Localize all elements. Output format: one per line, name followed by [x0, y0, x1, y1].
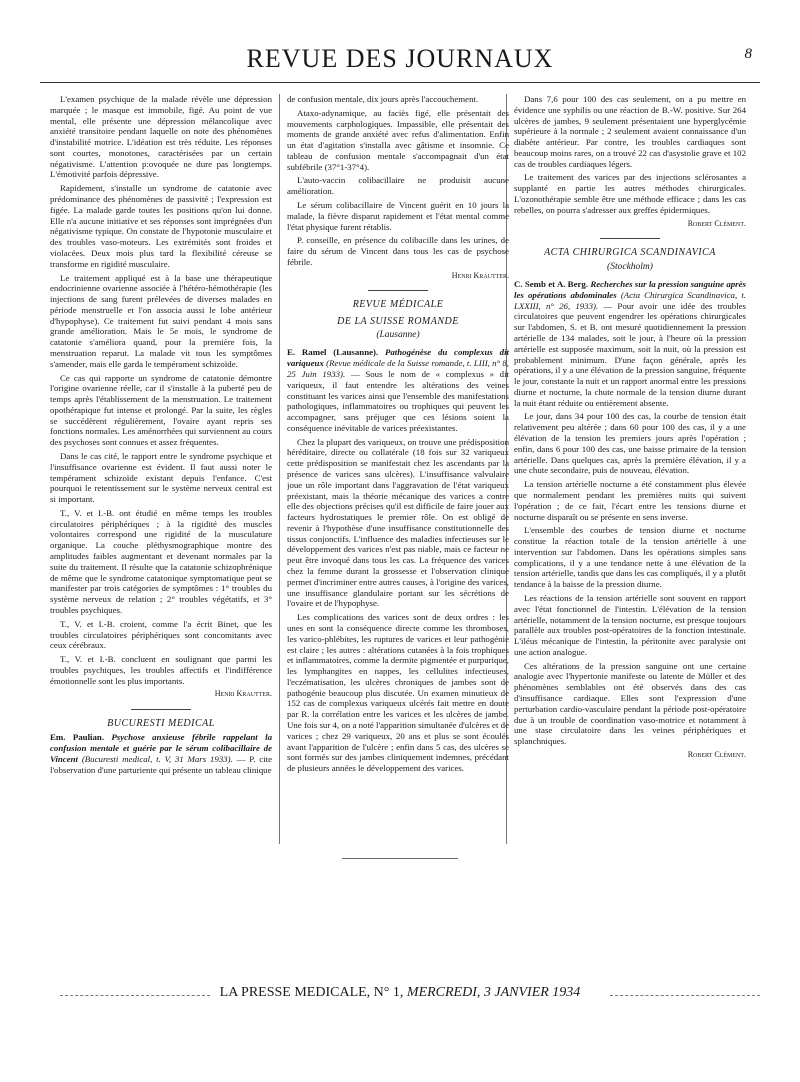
paragraph: T., V. et I.-B. concluent en soulignant que parmi les troubles psychiques, les troubles affectifs et l'indifférence émotionnelle sont les plus importants.	[50, 654, 272, 686]
article-abstract	[50, 732, 272, 775]
paragraph: P. conseille, en présence du colibacille dans les urines, de faire du sérum de Vincent dans tous les cas de psychose fébrile.	[287, 235, 509, 267]
end-rule	[342, 858, 458, 859]
article-abstract	[287, 347, 509, 433]
paragraph: L'ensemble des courbes de tension diurne et nocturne constitue la réaction totale de la tension artérielle à une intervention sur l'abdomen. Dans les opérations simples sans complications, il y a une tendance nette à une élévation de la tension artérielle, tandis que dans les cas compliqués, il y a plutôt tendance à la baisse de la pression diurne.	[514, 525, 746, 590]
footer-rule	[610, 995, 760, 996]
article-reference: (Revue médicale de la Suisse romande, t. LIII, n° 8, 25 Juin 1933).	[287, 358, 509, 379]
section-title: BUCURESTI MEDICAL	[107, 718, 215, 730]
paragraph: Ataxo-adynamique, au faciès figé, elle présentait des mouvements carphologiques. Impassible, elle présentait des moments de grande anxiété avec refus d'alimentation. Enfin un état d'agitation s'installa avec gâtisme et insomnie. Ce tableau de confusion mentale s'accompagnait d'un état subfébrile (37°1-37°4).	[287, 107, 509, 172]
article-author: E. Ramel (Lausanne).	[287, 347, 379, 358]
author-signature: Robert Clément.	[687, 749, 746, 759]
article-title: Pathogénèse du complexus dit variqueux	[287, 347, 509, 369]
article-reference: (Bucuresti medical, t. V, 31 Mars 1933).	[81, 753, 233, 764]
article-text: — Pour avoir une idée des troubles circulatoires que peuvent engendrer les opérations chirurgicales sur l'abdomen, S. et B. ont mesuré quotidiennement la pression artérielle de 134 malades, soit le jour, à l'heure où la pression artérielle est supposée maximum, soit la nuit, où la pression est probablement minimum. D'une façon générale, après les opérations, il y a une élévation de la pression sanguine, fréquente le jour, constante la nuit et un rapport anormal entre les pressions diurne et nocturne, la chute normale de la tension diurne durant la nuit étant réduite ou entièrement absente.	[514, 300, 746, 408]
article-text: — Sous le nom de « complexus » dit variqueux, il faut entendre les altérations des veines constituant les varices ainsi que l'ensemble des manifestations pathologiques, inflammatoires ou trophiques qui peuvent les accompagner, sans préjuger que ces lésions soient la conséquence inévitable de varices préexistantes.	[287, 368, 509, 433]
paragraph: L'examen psychique de la malade révèle une dépression marquée ; le masque est immobile, figé. Au point de vue mental, elle présente une dépression mélancolique avec anxiété transitoire pendant laquelle on note des phénomènes d'instabilité motrice. L'idéation est très réduite. Les réponses sont courtes, monotones, caractérisées par un certain négativisme. L'attention p:ovoquée ne dure pas longtemps. L'émotivité parfois dépressive.	[50, 94, 272, 180]
section-title: REVUE MÉDICALE	[352, 299, 444, 311]
article-title: Psychose anxieuse fébrile rappelant la confusion mentale et guérie par le sérum colibacillaire de Vincent	[50, 732, 272, 764]
column-3	[514, 94, 746, 854]
paragraph: Dans le cas cité, le rapport entre le syndrome psychique et l'insuffisance ovarienne est évident. Il faut aussi noter le tempérament schizoïde existant depuis l'enfance. C'est pourquoi le retentissement sur le système nerveux central est si important.	[50, 451, 272, 505]
paragraph: Ce cas qui rapporte un syndrome de catatonie démontre l'origine ovarienne réelle, car il s'installe à la puberté peu de temps après l'établissement de la menstruation. Le traitement opothérapique fut intense et prolongé. Par la suite, les règles se succédèrent régulièrement, l'ovaire ayant repris ses fonctions normales. Les aménorrhées qui surviennent au cours des psychoses sont connues et assez fréquentes.	[50, 372, 272, 448]
page-footer	[40, 985, 760, 1009]
paragraph: Les réactions de la tension artérielle sont souvent en rapport avec l'état fonctionnel de l'intestin. L'élévation de la tension artérielle, notamment de la tension nocturne, est presque toujours parallèle aux troubles post-opératoires de la fonction intestinale. L'iléus mécanique de l'intestin, la péritonite avec paralysie ont une action analogue.	[514, 592, 746, 657]
paragraph: Dans 7,6 pour 100 des cas seulement, on a pu mettre en évidence une syphilis ou une réaction de B.-W. positive. Sur 264 ulcères de jambes, 9 seulement présentaient une hyperglycémie supérieure à la normale ; 2 seulement avaient connaissance d'un diabète antérieur. Par contre, les troubles cardiaques sont beaucoup moins rares, on a trouvé 22 cas d'asystolie grave et 102 cas de troubles cardiaques légers.	[514, 94, 746, 169]
section-rule	[600, 238, 660, 239]
article-text: — P. cite l'observation d'une parturiente qui présente un tableau clinique	[50, 753, 272, 775]
author-signature: Henri Krautter.	[451, 270, 509, 280]
column-divider	[279, 94, 280, 844]
header-rule	[40, 82, 760, 83]
paragraph: Le traitement des varices par des injections sclérosantes a supplanté en partie les autres méthodes chirurgicales. L'ozonothérapie semble être une méthode efficace ; dans les cas rebelles, on pourra s'adresser aux greffes épidermiques.	[514, 172, 746, 215]
article-abstract	[514, 279, 746, 408]
paragraph: Les complications des varices sont de deux ordres : les unes en sont la conséquence directe comme les thromboses, les varico-phlébites, les ruptures de varices et leur pathogénie est claire ; les autres : altérations cutanées à la fois trophiques et inflammatoires, comme la dermite pigmentée et purpurique, les lymphangites en nappes, les cellulites infectieuses, l'eczématisation, les ulcères chroniques de jambes sont de pathogénie beaucoup plus discutée. Un examen minutieux de 152 cas de complexus variqueux ulcérés fait mettre en doute par R. la corrélation entre les varices et les ulcères de jambe. Une fois sur 4, on a noté l'apparition simultanée d'ulcères et de varices ; chez 29 variqueux, 20 ans et plus se sont écoulés avant l'apparition de l'ulcère ; enfin dans 5 cas, des ulcères se sont formés sur des jambes cliniquement indemnes, précédant de plusieurs années le développement des varices.	[287, 612, 509, 774]
section-rule	[368, 290, 428, 291]
paragraph: Chez la plupart des variqueux, on trouve une prédisposition héréditaire, directe ou collatérale (18 fois sur 32 variqueux cette prédisposition se manifestait chez les ascendants par la présence de varices sans ulcères). L'insuffisance valvulaire joue un rôle important dans l'aggravation de l'état variqueux préexistant, mais la théorie mécanique des varices a contre elle des objections précises qu'il est difficile de faire jouer aux facteurs hydrostatiques le premier rôle. On est obligé de revenir à l'hypothèse d'une insuffisance constitutionnelle des tissus conjonctifs. L'influence des maladies infectieuses sur le développement des varices n'est pas niable, mais ce facteur ne peut être invoqué dans tous les cas. La fréquence des varices chez la femme durant la grossesse et l'observation clinique permet d'incriminer entre autres causes, à l'origine des varices, une insuffisance glandulaire portant sur les sécrétions de l'ovaire et de l'hypophyse.	[287, 436, 509, 609]
page-header	[40, 30, 760, 82]
article-author: C. Semb et A. Berg.	[514, 279, 589, 290]
paragraph: T., V. et I.-B. ont étudié en même temps les troubles circulatoires périphériques ; à la rigidité des muscles volontaires correspond une rigidité de la musculature organique. La couche pléthysmographique montre des amplitudes faibles augmentant et devenant normales par la suite du traitement. Il résulte que la catatonie schizophrénique de même que le syndrome catatonique symptomatique peut se manifester par trois catégories de symptômes : 1° troubles du système nerveux de relation ; 2° troubles végétatifs, et 3° troubles psychiques.	[50, 507, 272, 615]
paragraph: T., V. et I.-B. croient, comme l'a écrit Binet, que les troubles circulatoires périphériques sont concomitants avec ceux cérébraux.	[50, 618, 272, 651]
footer-text	[40, 985, 760, 1001]
article-title: Recherches sur la pression sanguine après les opérations abdominales	[514, 279, 746, 300]
journal-section-title: REVUE DES JOURNAUX	[246, 44, 554, 73]
footer-journal: LA PRESSE MEDICALE, N° 1,	[219, 985, 404, 1000]
page-number: 8	[744, 46, 752, 62]
paragraph: Le traitement appliqué est à la base une thérapeutique endocrinienne ovarienne associée à l'hétéro-hémothérapie (les injections de sang furent prélevées de diverses malades en période menstruelle et l'on associa aussi le lobe antérieur d'hypophyse). Ce traitement fut suivi pendant 4 mois sans grande amélioration. Mais le 5e mois, le syndrome de catatonie s'améliora quand, pour la première fois, la menstruation reparut. La malade vit tous les symptômes s'amender, mais elle garda le tempérament schizoïde.	[50, 272, 272, 369]
paragraph: L'auto-vaccin colibacillaire ne produisit aucune amélioration.	[287, 175, 509, 197]
footer-date: MERCREDI, 3 JANVIER 1934	[406, 985, 581, 1000]
column-2	[287, 94, 509, 854]
article-reference: (Acta Chirurgica Scandinavica, t. LXXIII, n° 26, 1933).	[514, 289, 746, 311]
author-signature: Henri Krautter.	[214, 689, 272, 699]
paragraph: La tension artérielle nocturne a été constamment plus élevée que normalement pendant les premières nuits qui suivent l'opération ; de ce fait, l'écart entre les tensions diurne et nocturne disparaît ou se présente en sens inverse.	[514, 479, 746, 522]
paragraph: Ces altérations de la pression sanguine ont une certaine analogie avec l'hypertonie manifeste ou latente de Müller et des phénomènes semblables ont été observés dans des cas d'insuffisance cardiaque. Elles sont l'expression d'une perturbation cardio-vasculaire pendant la période post-opératoire due à un trouble de coordination vaso-motrice et notamment à une stase circulatoire dans les veines périphériques et splanchniques.	[514, 660, 746, 747]
section-title-line-2: DE LA SUISSE ROMANDE	[337, 315, 459, 327]
paragraph: Le jour, dans 34 pour 100 des cas, la courbe de tension était relativement peu altérée ; dans 60 pour 100 des cas, il y a une élévation de la tension les premiers jours après l'opération ; enfin, dans 6 pour 100 des cas, une baisse primaire de la tension artérielle. Dans quelques cas, après la première élévation, il y a une chute secondaire, puis de nouveau, élévation.	[514, 411, 746, 476]
author-signature: Robert Clément.	[687, 218, 746, 228]
section-title: ACTA CHIRURGICA SCANDINAVICA	[544, 247, 716, 259]
column-1	[50, 94, 272, 854]
article-author: Em. Paulian.	[50, 732, 105, 743]
section-rule	[131, 709, 191, 710]
section-location: (Stockholm)	[607, 261, 653, 272]
paragraph: Rapidement, s'installe un syndrome de catatonie avec prédominance des phénomènes de passivité ; l'expression est figée. La malade garde toutes les positions qu'on lui donne. Elle n'a aucune initiative et ses réponses sont imprégnées d'un négativisme typique. On constate de l'hypotonie musculaire et des troubles vaso-moteurs. Les extrémités sont froides et violacées. Deux mois plus tard la flexibilité céreuse se transforme en rigidité musculaire.	[50, 183, 272, 269]
section-location: (Lausanne)	[376, 329, 420, 340]
paragraph: Le sérum colibacillaire de Vincent guérit en 10 jours la malade, la fièvre disparut rapidement et l'état mental comme l'état physique furent rétablis.	[287, 200, 509, 232]
paragraph: de confusion mentale, dix jours après l'accouchement.	[287, 94, 479, 104]
